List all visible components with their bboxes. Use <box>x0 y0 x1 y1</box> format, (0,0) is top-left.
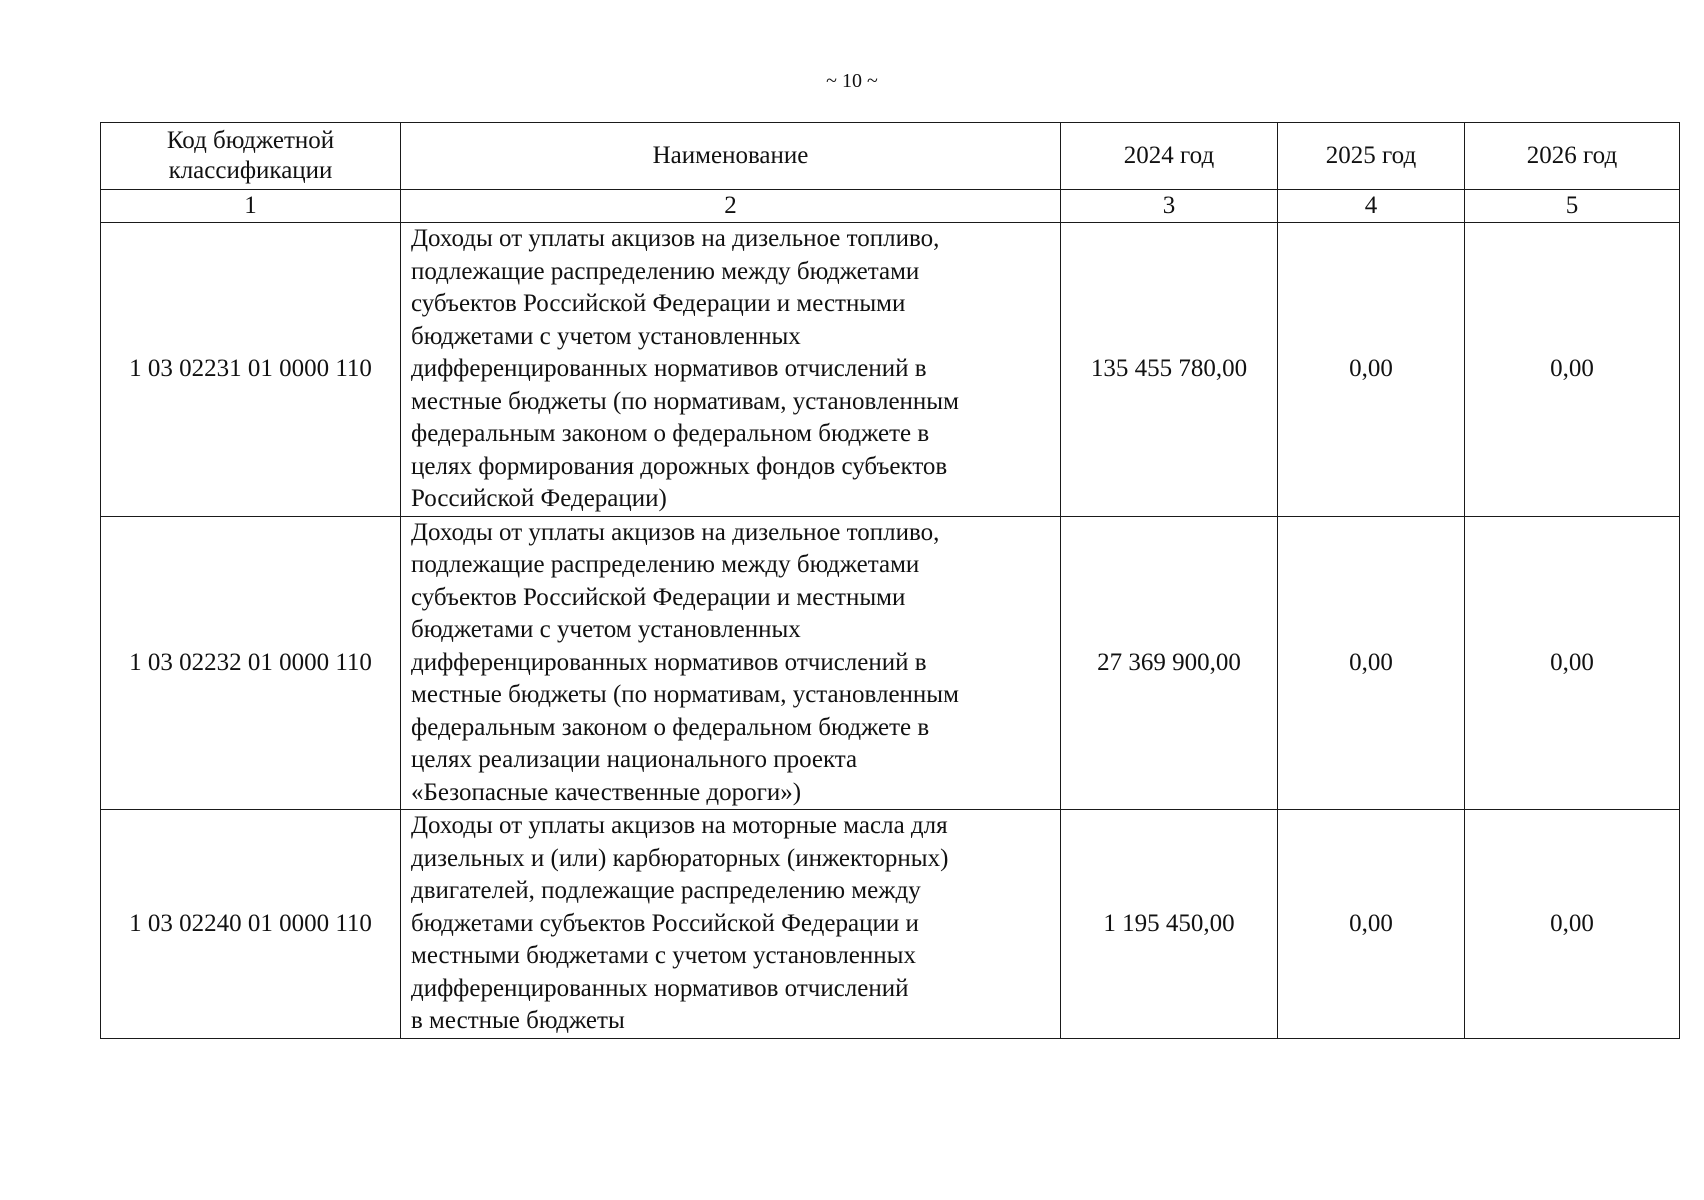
revenue-name-cell: Доходы от уплаты акцизов на дизельное топливо, подлежащие распределению между бюджетами субъектов Российской Федерации и местными бюджетами с учетом установленных дифференцированных нормативов отчислений в местные бюджеты (по нормативам, установленным федеральным законом о федеральном бюджете в целях реализации национального проекта «Безопасные качественные дороги») <box>401 516 1061 810</box>
column-number: 3 <box>1061 190 1278 223</box>
amount-2025-cell: 0,00 <box>1278 516 1465 810</box>
column-number: 5 <box>1465 190 1680 223</box>
column-number-row <box>101 190 1680 223</box>
amount-2024-cell: 135 455 780,00 <box>1061 223 1278 517</box>
header-2025: 2025 год <box>1278 123 1465 190</box>
amount-2024-cell: 27 369 900,00 <box>1061 516 1278 810</box>
revenue-name-cell: Доходы от уплаты акцизов на моторные масла для дизельных и (или) карбюраторных (инжекторных) двигателей, подлежащие распределению между бюджетами субъектов Российской Федерации и местными бюджетами с учетом установленных дифференцированных нормативов отчислений в местные бюджеты <box>401 810 1061 1039</box>
budget-code-cell: 1 03 02232 01 0000 110 <box>101 516 401 810</box>
amount-2026-cell: 0,00 <box>1465 223 1680 517</box>
amount-2025-cell: 0,00 <box>1278 223 1465 517</box>
column-number: 2 <box>401 190 1061 223</box>
column-number: 1 <box>101 190 401 223</box>
budget-revenue-table <box>100 122 1680 1039</box>
table-row <box>101 223 1680 517</box>
amount-2024-cell: 1 195 450,00 <box>1061 810 1278 1039</box>
header-2024: 2024 год <box>1061 123 1278 190</box>
table-header-row <box>101 123 1680 190</box>
revenue-name-cell: Доходы от уплаты акцизов на дизельное топливо, подлежащие распределению между бюджетами субъектов Российской Федерации и местными бюджетами с учетом установленных дифференцированных нормативов отчислений в местные бюджеты (по нормативам, установленным федеральным законом о федеральном бюджете в целях формирования дорожных фондов субъектов Российской Федерации) <box>401 223 1061 517</box>
header-2026: 2026 год <box>1465 123 1680 190</box>
budget-code-cell: 1 03 02231 01 0000 110 <box>101 223 401 517</box>
table-row <box>101 516 1680 810</box>
amount-2026-cell: 0,00 <box>1465 516 1680 810</box>
page-number: ~ 10 ~ <box>826 70 878 92</box>
header-name: Наименование <box>401 123 1061 190</box>
table-row <box>101 810 1680 1039</box>
budget-code-cell: 1 03 02240 01 0000 110 <box>101 810 401 1039</box>
amount-2026-cell: 0,00 <box>1465 810 1680 1039</box>
amount-2025-cell: 0,00 <box>1278 810 1465 1039</box>
column-number: 4 <box>1278 190 1465 223</box>
header-code: Код бюджетной классификации <box>101 123 401 190</box>
